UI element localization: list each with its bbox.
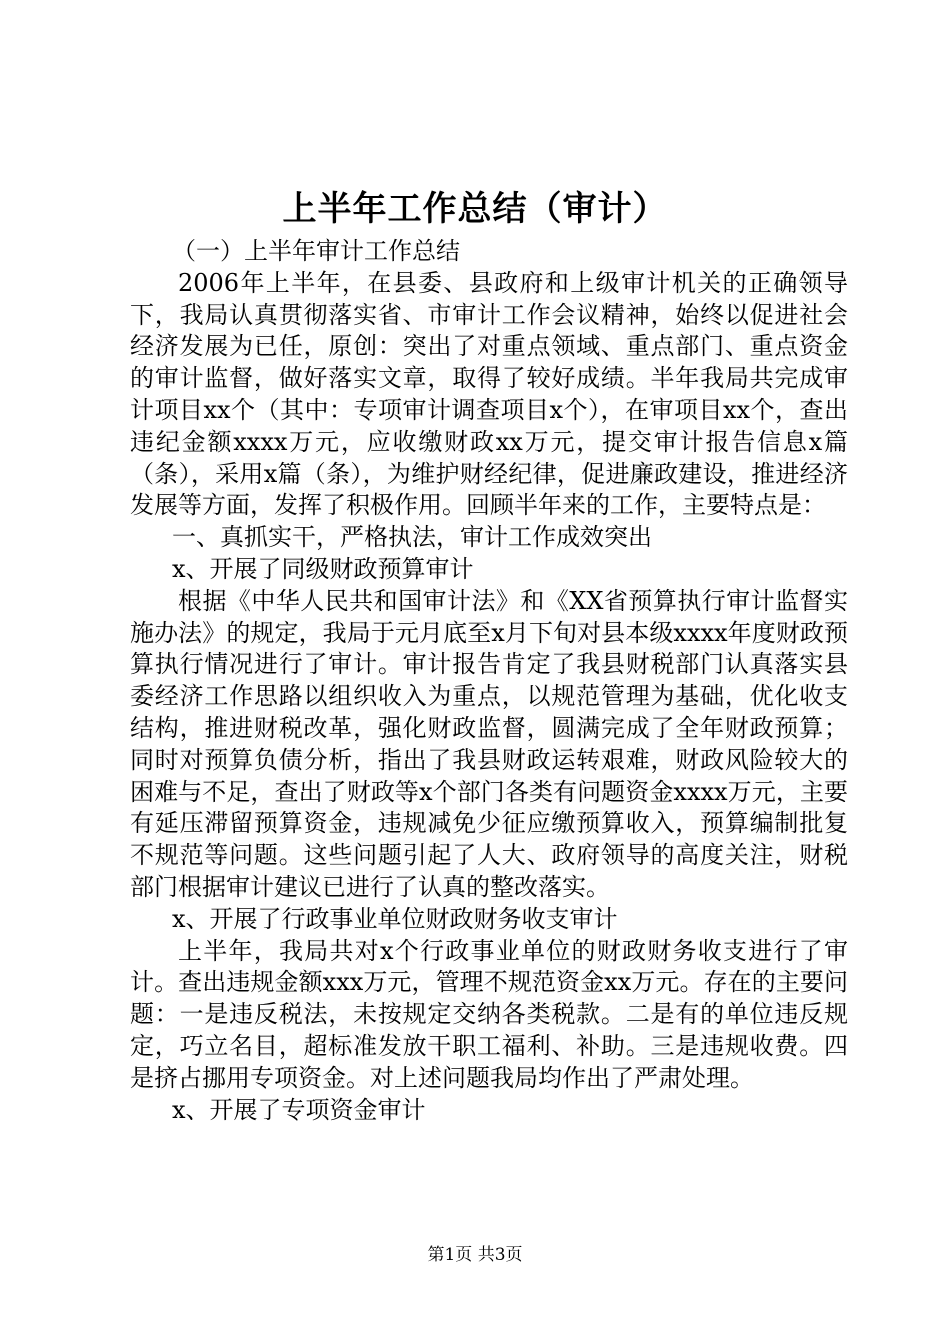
page-footer: 第1页 共3页 [427,1245,523,1265]
section-heading: （一）上半年审计工作总结 [172,237,460,265]
body-paragraph: 根据《中华人民共和国审计法》和《XX省预算执行审计监督实施办法》的规定，我局于元月底至x月下旬对县本级xxxx年度财政预算执行情况进行了审计。审计报告肯定了我县财税部门认真落实县委经济工作思路以组织收入为重点，以规范管理为基础，优化收支结构，推进财税改革，强化财政监督，圆满完成了全年财政预算；同时对预算负债分析，指出了我县财政运转艰难，财政风险较大的困难与不足，查出了财政等x个部门各类有问题资金xxxx万元，主要有延压滞留预算资金，违规减免少征应缴预算收入，预算编制批复不规范等问题。这些问题引起了人大、政府领导的高度关注，财税部门根据审计建议已进行了认真的整改落实。 [130,586,848,901]
body-paragraph: 2006年上半年，在县委、县政府和上级审计机关的正确领导下，我局认真贯彻落实省、市审计工作会议精神，始终以促进社会经济发展为已任，原创：突出了对重点领域、重点部门、重点资金的审计监督，做好落实文章，取得了较好成绩。半年我局共完成审计项目xx个（其中：专项审计调查项目x个），在审项目xx个，查出违纪金额xxxx万元，应收缴财政xx万元，提交审计报告信息x篇（条），采用x篇（条），为维护财经纪律，促进廉政建设，推进经济发展等方面，发挥了积极作用。回顾半年来的工作，主要特点是： [130,268,848,520]
document-title: 上半年工作总结（审计） [282,189,668,229]
document-body [130,236,848,1126]
body-paragraph: 上半年，我局共对x个行政事业单位的财政财务收支进行了审计。查出违规金额xxx万元，管理不规范资金xx万元。存在的主要问题：一是违反税法，未按规定交纳各类税款。二是有的单位违反规定，巧立名目，超标准发放干职工福利、补助。三是违规收费。四是挤占挪用专项资金。对上述问题我局均作出了严肃处理。 [130,936,848,1092]
subsection-heading: x、开展了同级财政预算审计 [172,554,474,583]
section-heading: 一、真抓实干，严格执法，审计工作成效突出 [172,523,652,552]
subsection-heading: x、开展了行政事业单位财政财务收支审计 [172,904,618,933]
subsection-heading: x、开展了专项资金审计 [172,1095,426,1124]
